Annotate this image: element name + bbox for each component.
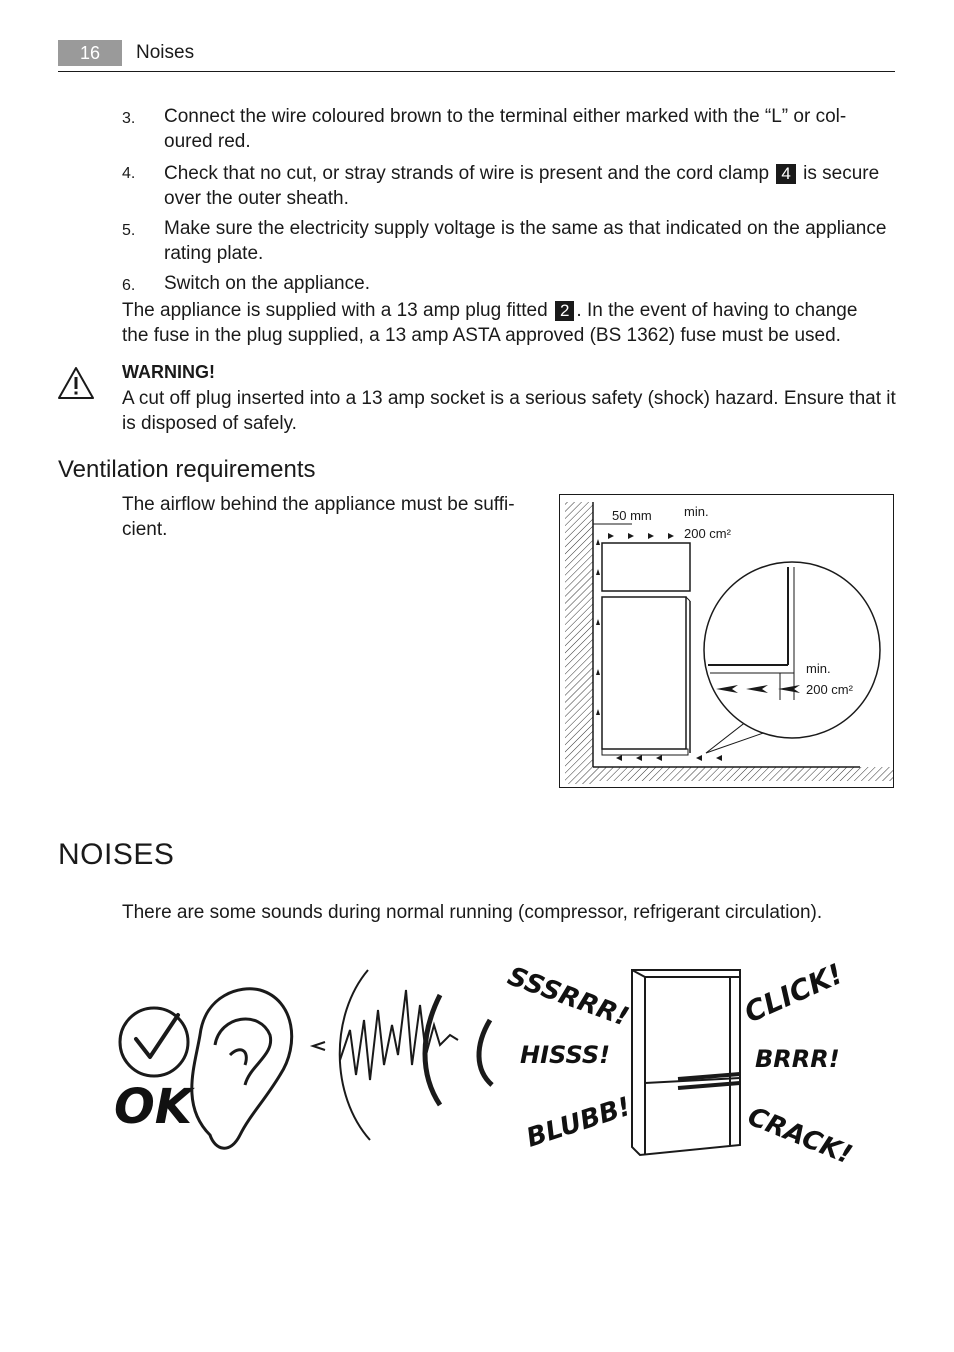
ear-icon bbox=[192, 989, 292, 1148]
step-text bbox=[164, 161, 894, 211]
step-text-start: Check that no cut, or stray strands of wire is present and the cord clamp bbox=[164, 163, 770, 184]
zoom-circle bbox=[704, 562, 880, 738]
step-text: Connect the wire coloured brown to the terminal either marked with the “L” or col- oured red. bbox=[164, 106, 847, 152]
gap-dimension-label: 50 mm bbox=[612, 508, 652, 523]
plug-badge: 2 bbox=[555, 301, 574, 321]
step-number: 4. bbox=[122, 165, 136, 182]
ventilation-diagram-drawing bbox=[560, 495, 893, 787]
section-heading-ventilation: Ventilation requirements bbox=[58, 456, 316, 483]
warning-text: A cut off plug inserted into a 13 amp socket is a serious safety (shock) hazard. Ensure that it is disposed of safely. bbox=[122, 388, 896, 434]
step-text: Switch on the appliance. bbox=[164, 273, 370, 294]
section-heading-noises: NOISES bbox=[58, 838, 175, 871]
noise-word-brrr: BRRR! bbox=[755, 1045, 840, 1073]
top-min-label: min. bbox=[684, 504, 709, 519]
header-rule bbox=[58, 71, 895, 72]
noise-word-sssrrr: SSSRRR! bbox=[503, 961, 633, 1033]
step-text-end: is secure over the outer sheath. bbox=[164, 163, 880, 209]
warning-triangle-icon bbox=[57, 366, 95, 400]
zoom-area-label: 200 cm² bbox=[806, 682, 853, 697]
noise-word-click: CLICK! bbox=[739, 957, 848, 1030]
noise-word-hisss: HISSS! bbox=[520, 1041, 611, 1069]
fridge-icon bbox=[632, 970, 740, 1155]
noise-word-crack: CRACK! bbox=[743, 1101, 857, 1171]
noises-illustration bbox=[100, 955, 880, 1175]
ventilation-diagram bbox=[559, 494, 894, 788]
plug-note bbox=[122, 298, 882, 348]
warning-title: WARNING! bbox=[122, 362, 215, 382]
plug-note-start: The appliance is supplied with a 13 amp plug fitted bbox=[122, 300, 548, 321]
wall-hatch bbox=[565, 502, 593, 784]
running-header: Noises bbox=[136, 42, 195, 63]
noises-text: There are some sounds during normal running (compressor, refrigerant circulation). bbox=[122, 902, 823, 923]
upper-cabinet bbox=[602, 543, 690, 591]
fridge-body bbox=[602, 597, 686, 749]
plug-note-end: . In the event of having to change the fuse in the plug supplied, a 13 amp ASTA approved (BS 1362) fuse must be used. bbox=[122, 300, 858, 346]
step-number: 5. bbox=[122, 222, 136, 239]
noise-word-blubb: BLUBB! bbox=[522, 1091, 635, 1154]
ventilation-text: The airflow behind the appliance must be suffi- cient. bbox=[122, 494, 515, 540]
floor-hatch bbox=[593, 767, 893, 781]
sound-wave-icon bbox=[313, 970, 492, 1140]
top-area-label: 200 cm² bbox=[684, 526, 731, 541]
ok-label: OK bbox=[114, 1079, 192, 1135]
step-text: Make sure the electricity supply voltage is the same as that indicated on the appliance rating plate. bbox=[164, 218, 887, 264]
zoom-min-label: min. bbox=[806, 661, 831, 676]
cord-clamp-badge: 4 bbox=[776, 164, 795, 184]
step-number: 3. bbox=[122, 110, 136, 127]
step-number: 6. bbox=[122, 277, 136, 294]
page-number: 16 bbox=[58, 40, 122, 66]
